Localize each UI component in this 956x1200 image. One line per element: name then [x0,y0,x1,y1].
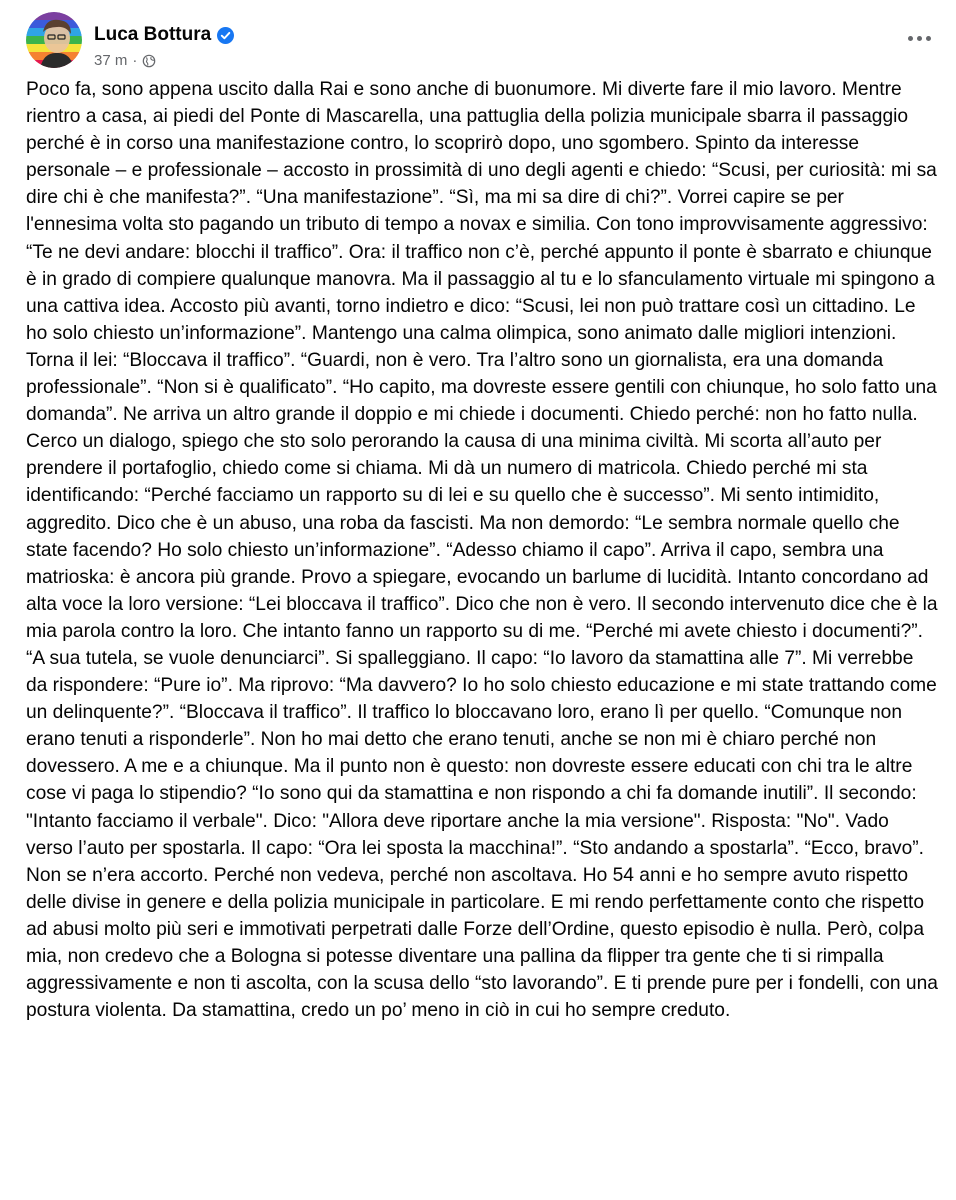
more-options-icon[interactable] [902,26,936,50]
verified-badge-icon [217,27,234,44]
dot [917,36,922,41]
author-name[interactable]: Luca Bottura [94,24,212,45]
author-avatar[interactable] [26,12,82,68]
post-text: Poco fa, sono appena uscito dalla Rai e sono anche di buonumore. Mi diverte fare il mio lavoro. Mentre rientro a casa, ai piedi del Ponte di Mascarella, una pattuglia della polizia municipale sbarra il passaggio perché è in corso una manifestazione contro, lo scoprirò dopo, uno sgombero. Spinto da interesse personale – e professionale – accosto in prossimità di uno degli agenti e chiedo: “Scusi, per curiosità: mi sa dire chi è che manifesta?”. “Una manifestazione”. “Sì, ma mi sa dire di chi?”. Vorrei capire se per l'ennesima volta sto pagando un tributo di tempo a novax e similia. Con tono improvvisamente aggressivo: “Te ne devi andare: blocchi il traffico”. Ora: il traffico non c’è, perché appunto il ponte è sbarrato e chiunque è in grado di compiere qualunque manovra. Ma il passaggio al tu e lo sfanculamento virtuale mi spingono a una cattiva idea. Accosto più avanti, torno indietro e dico: “Scusi, lei non può trattare così un cittadino. Le ho solo chiesto un’informazione”. Mantengo una calma olimpica, sono animato dalle migliori intenzioni. Torna il lei: “Bloccava il traffico”. “Guardi, non è vero. Tra l’altro sono un giornalista, era una domanda professionale”. “Non si è qualificato”. “Ho capito, ma dovreste essere gentili con chiunque, ho solo fatto una domanda”. Ne arriva un altro grande il doppio e mi chiede i documenti. Chiedo perché: non ho fatto nulla. Cerco un dialogo, spiego che sto solo perorando la causa di una minima civiltà. Mi scorta all’auto per prendere il portafoglio, chiedo come si chiama. Mi dà un numero di matricola. Chiedo perché mi sta identificando: “Perché facciamo un rapporto su di lei e su quello che è successo”. Mi sento intimidito, aggredito. Dico che è un abuso, una roba da fascisti. Ma non demordo: “Le sembra normale quello che state facendo? Ho solo chiesto un’informazione”. “Adesso chiamo il capo”. Arriva il capo, sembra una matrioska: è ancora più grande. Provo a spiegare, evocando un barlume di lucidità. Intanto concordano ad alta voce la loro versione: “Lei bloccava il traffico”. Dico che non è vero. Il secondo intervenuto dice che è la mia parola contro la loro. Che intanto fanno un rapporto su di me. “Perché mi avete chiesto i documenti?”. “A sua tutela, se vuole denunciarci”. Si spalleggiano. Il capo: “Io lavoro da stamattina alle 7”. Mi verrebbe da rispondere: “Pure io”. Ma riprovo: “Ma davvero? Io ho solo chiesto educazione e mi state trattando come un delinquente?”. “Bloccava il traffico”. Il traffico lo bloccavano loro, erano lì per quello. “Comunque non erano tenuti a risponderle”. Non ho mai detto che erano tenuti, anche se non mi è chiaro perché non dovessero. A me e a chiunque. Ma il punto non è questo: non dovreste essere educati con chi tra le altre cose vi paga lo stipendio? “Io sono qui da stamattina e non rispondo a chi fa domande inutili”. Il secondo: "Intanto facciamo il verbale". Dico: "Allora deve riportare anche la mia versione". Risposta: "No". Vado verso l’auto per spostarla. Il capo: “Ora lei sposta la macchina!”. “Sto andando a spostarla”. “Ecco, bravo”. Non se n’era accorto. Perché non vedeva, perché non ascoltava. Ho 54 anni e ho sempre avuto rispetto delle divise in genere e della polizia municipale in particolare. E mi rendo perfettamente conto che rispetto ad abusi molto più seri e immotivati perpetrati dalle Forze dell’Ordine, questo episodio è nulla. Però, colpa mia, non credevo che a Bologna si potesse diventare una pallina da flipper tra gente che ti si rimpalla aggressivamente e non ti ascolta, con la scusa dello “sto lavorando”. E ti prende pure per i fondelli, con una postura violenta. Da stamattina, credo un po’ meno in ciò in cui ho sempre creduto. [26,79,938,1022]
globe-icon[interactable] [142,54,156,68]
author-name-row [94,24,234,46]
post-header [26,12,936,68]
post-meta [94,52,156,69]
meta-separator: · [132,52,138,69]
avatar-image [26,12,82,68]
post-timestamp[interactable]: 37 m [94,52,128,69]
dot [926,36,931,41]
dot [908,36,913,41]
